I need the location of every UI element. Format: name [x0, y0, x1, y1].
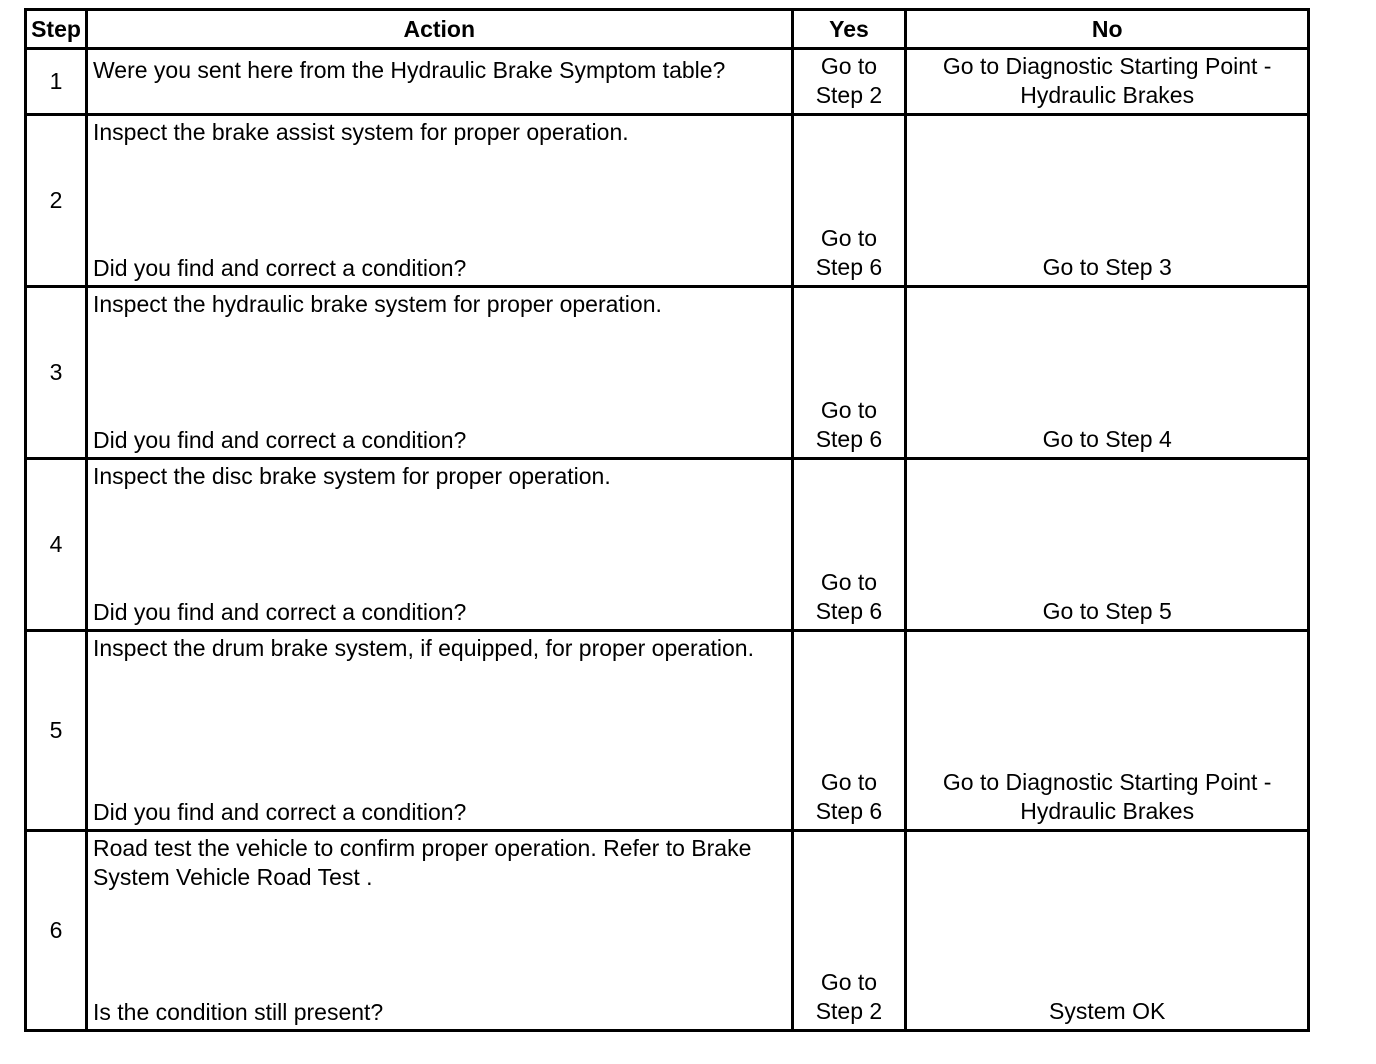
- table-row: [26, 49, 1309, 115]
- action-instruction: Were you sent here from the Hydraulic Brake Symptom table?: [92, 57, 726, 83]
- action-question: Did you find and correct a condition?: [92, 255, 467, 281]
- header-row: [26, 10, 1309, 49]
- no-cell: [906, 831, 1309, 1031]
- no-line: Go to Step 3: [1042, 254, 1172, 280]
- yes-cell: [792, 831, 906, 1031]
- action-question: Did you find and correct a condition?: [92, 427, 467, 453]
- yes-cell: [792, 631, 906, 831]
- no-line: Go to Step 5: [1042, 598, 1172, 624]
- action-cell: [86, 631, 792, 831]
- yes-line: Step 6: [815, 254, 883, 280]
- yes-line: Step 6: [815, 598, 883, 624]
- yes-cell: [792, 287, 906, 459]
- yes-cell: [792, 115, 906, 287]
- action-instruction: Inspect the brake assist system for proper operation.: [92, 119, 629, 145]
- action-cell: [86, 115, 792, 287]
- table-row: [26, 115, 1309, 287]
- yes-cell: [792, 49, 906, 115]
- step-number: 3: [26, 287, 87, 459]
- step-number: 2: [26, 115, 87, 287]
- no-cell: [906, 459, 1309, 631]
- yes-line: Go to: [820, 53, 878, 79]
- step-number: 6: [26, 831, 87, 1031]
- yes-line: Go to: [820, 397, 878, 423]
- table-row: [26, 459, 1309, 631]
- step-number: 4: [26, 459, 87, 631]
- action-cell: [86, 49, 792, 115]
- step-number: 1: [26, 49, 87, 115]
- action-instruction: Inspect the hydraulic brake system for proper operation.: [92, 291, 662, 317]
- no-cell: [906, 631, 1309, 831]
- yes-line: Step 6: [815, 426, 883, 452]
- table-row: [26, 831, 1309, 1031]
- no-line: Hydraulic Brakes: [1020, 82, 1195, 108]
- header-step: Step: [26, 10, 87, 49]
- yes-line: Step 6: [815, 798, 883, 824]
- action-cell: [86, 459, 792, 631]
- no-line: Hydraulic Brakes: [1020, 798, 1195, 824]
- table-row: [26, 287, 1309, 459]
- yes-line: Go to: [820, 969, 878, 995]
- no-line: Go to Diagnostic Starting Point -: [942, 769, 1272, 795]
- diagnostic-table: [24, 8, 1310, 1032]
- header-action: Action: [86, 10, 792, 49]
- no-cell: [906, 115, 1309, 287]
- yes-line: Step 2: [815, 998, 883, 1024]
- yes-line: Go to: [820, 225, 878, 251]
- table-row: [26, 631, 1309, 831]
- no-cell: [906, 287, 1309, 459]
- header-yes: Yes: [792, 10, 906, 49]
- yes-line: Step 2: [815, 82, 883, 108]
- action-instruction: Road test the vehicle to confirm proper operation. Refer to Brake System Vehicle Road Test .: [92, 835, 752, 890]
- no-line: Go to Diagnostic Starting Point -: [942, 53, 1272, 79]
- action-cell: [86, 287, 792, 459]
- action-instruction: Inspect the drum brake system, if equipped, for proper operation.: [92, 635, 754, 661]
- step-number: 5: [26, 631, 87, 831]
- header-no: No: [906, 10, 1309, 49]
- yes-line: Go to: [820, 769, 878, 795]
- action-question: Is the condition still present?: [92, 999, 384, 1025]
- action-cell: [86, 831, 792, 1031]
- yes-cell: [792, 459, 906, 631]
- no-cell: [906, 49, 1309, 115]
- no-line: Go to Step 4: [1042, 426, 1172, 452]
- no-line: System OK: [1049, 998, 1166, 1024]
- action-question: Did you find and correct a condition?: [92, 599, 467, 625]
- action-question: Did you find and correct a condition?: [92, 799, 467, 825]
- yes-line: Go to: [820, 569, 878, 595]
- action-instruction: Inspect the disc brake system for proper operation.: [92, 463, 611, 489]
